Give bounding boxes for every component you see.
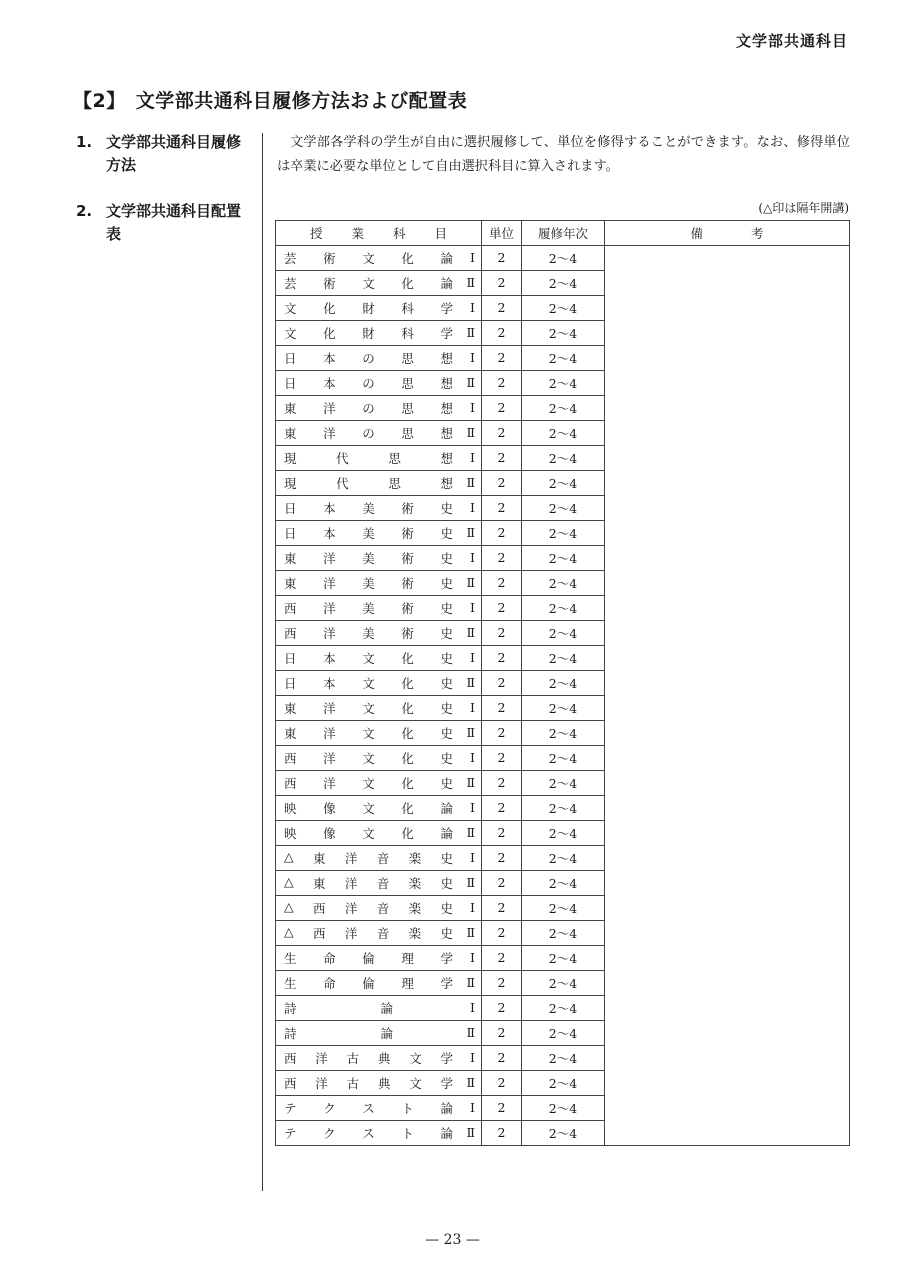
course-part-number: Ⅰ — [470, 950, 475, 966]
credits-cell: 2 — [482, 895, 522, 920]
course-name: △ 西 洋 音 楽 史 — [284, 923, 453, 941]
course-name: 東 洋 の 思 想 — [284, 425, 453, 441]
credits-cell: 2 — [482, 1020, 522, 1045]
course-name-cell — [276, 970, 482, 995]
header-subject-text: 授 業 科 目 — [310, 225, 447, 241]
year-cell: 2〜4 — [522, 320, 605, 345]
course-name-cell — [276, 845, 482, 870]
course-name-cell — [276, 395, 482, 420]
course-name: 西 洋 文 化 史 — [284, 775, 453, 791]
course-part-number: Ⅰ — [470, 650, 475, 666]
year-cell: 2〜4 — [522, 1020, 605, 1045]
year-cell: 2〜4 — [522, 995, 605, 1020]
course-table — [275, 220, 850, 1146]
course-name: 日 本 の 思 想 — [284, 350, 453, 366]
course-name: テ ク ス ト 論 — [284, 1125, 453, 1141]
credits-cell: 2 — [482, 1045, 522, 1070]
course-name-cell — [276, 720, 482, 745]
sidebar-item-number: 2. — [76, 202, 93, 220]
course-name: 現 代 思 想 — [284, 450, 453, 466]
course-name-cell — [276, 795, 482, 820]
header-year: 履修年次 — [522, 221, 605, 246]
course-name: △ 東 洋 音 楽 史 — [284, 873, 453, 891]
sidebar-item-label: 文学部共通科目配置 — [106, 202, 242, 220]
course-name-cell — [276, 1095, 482, 1120]
course-part-number: Ⅰ — [470, 700, 475, 716]
year-cell: 2〜4 — [522, 720, 605, 745]
section-title — [73, 86, 467, 113]
year-cell: 2〜4 — [522, 620, 605, 645]
year-cell: 2〜4 — [522, 1120, 605, 1145]
course-name-cell — [276, 820, 482, 845]
course-part-number: Ⅰ — [470, 1000, 475, 1016]
course-name-cell — [276, 620, 482, 645]
course-name: 現 代 思 想 — [284, 475, 453, 491]
course-part-number: Ⅱ — [466, 1125, 475, 1141]
course-name: 芸 術 文 化 論 — [284, 275, 453, 291]
course-part-number: Ⅱ — [466, 325, 475, 341]
credits-cell: 2 — [482, 420, 522, 445]
credits-cell: 2 — [482, 270, 522, 295]
course-part-number: Ⅰ — [470, 500, 475, 516]
course-part-number: Ⅱ — [466, 1025, 475, 1041]
year-cell: 2〜4 — [522, 570, 605, 595]
course-part-number: Ⅱ — [466, 925, 475, 941]
course-name-cell — [276, 870, 482, 895]
credits-cell: 2 — [482, 1120, 522, 1145]
header-remarks — [605, 221, 850, 246]
course-name: 芸 術 文 化 論 — [284, 250, 453, 266]
course-part-number: Ⅱ — [466, 975, 475, 991]
credits-cell: 2 — [482, 520, 522, 545]
credits-cell: 2 — [482, 695, 522, 720]
course-name: 詩 論 — [284, 1000, 393, 1016]
credits-cell: 2 — [482, 245, 522, 270]
credits-cell: 2 — [482, 470, 522, 495]
course-name: 西 洋 美 術 史 — [284, 600, 453, 616]
course-name: 東 洋 の 思 想 — [284, 400, 453, 416]
credits-cell: 2 — [482, 945, 522, 970]
header-remarks-text: 備 考 — [690, 225, 764, 241]
course-name-cell — [276, 745, 482, 770]
year-cell: 2〜4 — [522, 545, 605, 570]
year-cell: 2〜4 — [522, 645, 605, 670]
credits-cell: 2 — [482, 720, 522, 745]
course-part-number: Ⅱ — [466, 525, 475, 541]
year-cell: 2〜4 — [522, 870, 605, 895]
course-part-number: Ⅰ — [470, 750, 475, 766]
course-name-cell — [276, 295, 482, 320]
year-cell: 2〜4 — [522, 945, 605, 970]
credits-cell: 2 — [482, 870, 522, 895]
sidebar-item-label-cont: 方法 — [106, 156, 137, 174]
credits-cell: 2 — [482, 320, 522, 345]
credits-cell: 2 — [482, 370, 522, 395]
course-name-cell — [276, 1020, 482, 1045]
year-cell: 2〜4 — [522, 595, 605, 620]
course-part-number: Ⅱ — [466, 875, 475, 891]
course-part-number: Ⅰ — [470, 400, 475, 416]
biennial-note: (△印は隔年開講) — [758, 201, 849, 215]
credits-cell: 2 — [482, 495, 522, 520]
year-cell: 2〜4 — [522, 1070, 605, 1095]
course-name-cell — [276, 1070, 482, 1095]
year-cell: 2〜4 — [522, 795, 605, 820]
page-number: — 23 — — [425, 1232, 480, 1248]
course-part-number: Ⅰ — [470, 1050, 475, 1066]
course-name: 文 化 財 科 学 — [284, 300, 453, 316]
year-cell: 2〜4 — [522, 445, 605, 470]
course-name-cell — [276, 270, 482, 295]
sidebar-item-number: 1. — [76, 133, 93, 151]
course-part-number: Ⅰ — [470, 350, 475, 366]
course-part-number: Ⅰ — [470, 300, 475, 316]
table-row — [276, 245, 850, 270]
sidebar-item-method — [76, 131, 258, 177]
course-name: 西 洋 文 化 史 — [284, 750, 453, 766]
course-name: 東 洋 文 化 史 — [284, 725, 453, 741]
credits-cell: 2 — [482, 345, 522, 370]
course-name: 文 化 財 科 学 — [284, 325, 453, 341]
course-name: 日 本 美 術 史 — [284, 525, 453, 541]
course-part-number: Ⅰ — [470, 250, 475, 266]
course-part-number: Ⅱ — [466, 675, 475, 691]
course-name: 東 洋 美 術 史 — [284, 550, 453, 566]
course-name: 日 本 文 化 史 — [284, 675, 453, 691]
section-title-text: 文学部共通科目履修方法および配置表 — [135, 90, 468, 112]
sidebar-item-label-cont: 表 — [106, 225, 122, 243]
credits-cell: 2 — [482, 570, 522, 595]
year-cell: 2〜4 — [522, 370, 605, 395]
course-name-cell — [276, 695, 482, 720]
course-table-body — [276, 245, 850, 1145]
course-name-cell — [276, 945, 482, 970]
year-cell: 2〜4 — [522, 245, 605, 270]
course-name-cell — [276, 995, 482, 1020]
year-cell: 2〜4 — [522, 495, 605, 520]
course-name: 東 洋 文 化 史 — [284, 700, 453, 716]
course-name-cell — [276, 595, 482, 620]
credits-cell: 2 — [482, 995, 522, 1020]
credits-cell: 2 — [482, 770, 522, 795]
credits-cell: 2 — [482, 670, 522, 695]
credits-cell: 2 — [482, 795, 522, 820]
table-header-row — [276, 221, 850, 246]
course-name-cell — [276, 495, 482, 520]
section-number: 【2】 — [73, 90, 126, 112]
course-name: 西 洋 美 術 史 — [284, 625, 453, 641]
course-part-number: Ⅱ — [466, 575, 475, 591]
course-name: 西 洋 古 典 文 学 — [284, 1075, 453, 1091]
course-name-cell — [276, 470, 482, 495]
course-name-cell — [276, 545, 482, 570]
credits-cell: 2 — [482, 295, 522, 320]
credits-cell: 2 — [482, 920, 522, 945]
year-cell: 2〜4 — [522, 420, 605, 445]
year-cell: 2〜4 — [522, 770, 605, 795]
year-cell: 2〜4 — [522, 1045, 605, 1070]
course-name: △ 西 洋 音 楽 史 — [284, 898, 453, 916]
course-name: 東 洋 美 術 史 — [284, 575, 453, 591]
course-name-cell — [276, 645, 482, 670]
course-part-number: Ⅱ — [466, 775, 475, 791]
course-part-number: Ⅱ — [466, 425, 475, 441]
course-name-cell — [276, 1045, 482, 1070]
year-cell: 2〜4 — [522, 395, 605, 420]
course-part-number: Ⅰ — [470, 600, 475, 616]
credits-cell: 2 — [482, 1095, 522, 1120]
intro-paragraph: 文学部各学科の学生が自由に選択履修して、単位を修得することができます。なお、修得単位は卒業に必要な単位として自由選択科目に算入されます。 — [277, 135, 850, 174]
course-part-number: Ⅰ — [470, 550, 475, 566]
credits-cell: 2 — [482, 445, 522, 470]
credits-cell: 2 — [482, 620, 522, 645]
course-name-cell — [276, 370, 482, 395]
year-cell: 2〜4 — [522, 470, 605, 495]
course-name-cell — [276, 570, 482, 595]
course-part-number: Ⅰ — [470, 800, 475, 816]
course-part-number: Ⅱ — [466, 725, 475, 741]
course-name-cell — [276, 1120, 482, 1145]
year-cell: 2〜4 — [522, 270, 605, 295]
year-cell: 2〜4 — [522, 970, 605, 995]
course-name-cell — [276, 920, 482, 945]
year-cell: 2〜4 — [522, 520, 605, 545]
course-part-number: Ⅱ — [466, 375, 475, 391]
course-name-cell — [276, 445, 482, 470]
course-name: 映 像 文 化 論 — [284, 825, 453, 841]
course-part-number: Ⅱ — [466, 475, 475, 491]
year-cell: 2〜4 — [522, 895, 605, 920]
credits-cell: 2 — [482, 545, 522, 570]
year-cell: 2〜4 — [522, 295, 605, 320]
credits-cell: 2 — [482, 595, 522, 620]
course-name: 西 洋 古 典 文 学 — [284, 1050, 453, 1066]
course-name-cell — [276, 420, 482, 445]
credits-cell: 2 — [482, 395, 522, 420]
course-name: 日 本 の 思 想 — [284, 375, 453, 391]
course-name: 生 命 倫 理 学 — [284, 975, 453, 991]
course-name-cell — [276, 245, 482, 270]
year-cell: 2〜4 — [522, 820, 605, 845]
course-part-number: Ⅱ — [466, 825, 475, 841]
remarks-cell — [605, 245, 850, 1145]
credits-cell: 2 — [482, 820, 522, 845]
course-part-number: Ⅰ — [470, 1100, 475, 1116]
course-part-number: Ⅰ — [470, 900, 475, 916]
course-name-cell — [276, 670, 482, 695]
running-header: 文学部共通科目 — [735, 32, 848, 50]
header-subject — [276, 221, 482, 246]
course-name: 日 本 文 化 史 — [284, 650, 453, 666]
course-part-number: Ⅰ — [470, 850, 475, 866]
course-name-cell — [276, 895, 482, 920]
credits-cell: 2 — [482, 645, 522, 670]
sidebar-item-label: 文学部共通科目履修 — [106, 133, 242, 151]
year-cell: 2〜4 — [522, 1095, 605, 1120]
credits-cell: 2 — [482, 970, 522, 995]
year-cell: 2〜4 — [522, 670, 605, 695]
year-cell: 2〜4 — [522, 745, 605, 770]
course-part-number: Ⅱ — [466, 625, 475, 641]
credits-cell: 2 — [482, 1070, 522, 1095]
course-name: 日 本 美 術 史 — [284, 500, 453, 516]
course-name-cell — [276, 770, 482, 795]
year-cell: 2〜4 — [522, 345, 605, 370]
year-cell: 2〜4 — [522, 845, 605, 870]
course-name-cell — [276, 520, 482, 545]
course-name-cell — [276, 345, 482, 370]
course-name: 詩 論 — [284, 1025, 393, 1041]
vertical-divider — [262, 133, 263, 1191]
course-name: テ ク ス ト 論 — [284, 1100, 453, 1116]
course-name: 生 命 倫 理 学 — [284, 950, 453, 966]
sidebar-item-table — [76, 200, 258, 246]
credits-cell: 2 — [482, 845, 522, 870]
course-part-number: Ⅰ — [470, 450, 475, 466]
course-part-number: Ⅱ — [466, 275, 475, 291]
course-name-cell — [276, 320, 482, 345]
year-cell: 2〜4 — [522, 695, 605, 720]
header-credits: 単位 — [482, 221, 522, 246]
year-cell: 2〜4 — [522, 920, 605, 945]
credits-cell: 2 — [482, 745, 522, 770]
course-name: △ 東 洋 音 楽 史 — [284, 848, 453, 866]
course-name: 映 像 文 化 論 — [284, 800, 453, 816]
course-part-number: Ⅱ — [466, 1075, 475, 1091]
